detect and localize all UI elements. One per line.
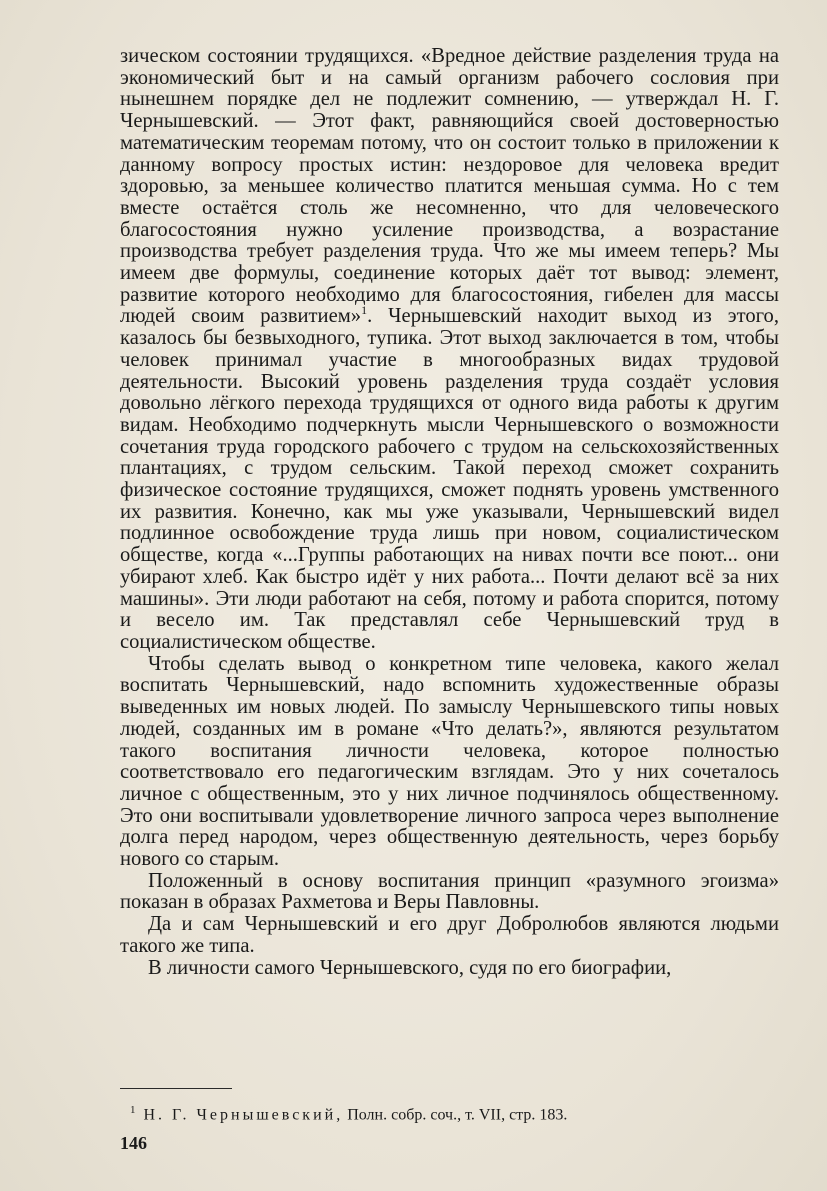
footnote-reference: 1 [361, 303, 368, 318]
footnote [130, 1100, 750, 1125]
page-number: 146 [120, 1133, 147, 1153]
paragraph-5: В личности самого Чернышевского, судя по его биографии, [148, 956, 672, 979]
paragraph-4: Да и сам Чернышевский и его друг Добролюбов являются людьми такого же типа. [120, 913, 779, 957]
footnote-source: Полн. собр. соч., т. VII, стр. 183. [347, 1106, 568, 1124]
footnote-divider [120, 1088, 232, 1089]
footnote-author: Н. Г. Чернышевский, [143, 1106, 344, 1124]
paragraph-1-tail: . Чернышевский находит выход из этого, казалось бы безвыходного, тупика. Этот выход заключается в том, чтобы человек принимал участие в многообразных видах трудовой деятельности. Высокий уровень разделения труда создаёт условия довольно лёгкого перехода трудящихся от одного вида работы к другим видам. Необходимо подчеркнуть мысли Чернышевского о возможности сочетания труда городского рабочего с трудом на сельскохозяйственных плантациях, с трудом сельским. Такой переход сможет сохранить физическое состояние трудящихся, сможет поднять уровень умственного их развития. Конечно, как мы уже указывали, Чернышевский видел подлинное освобождение труда лишь при новом, социалистическом обществе, когда «...Группы работающих на нивах почти все поют... они убирают хлеб. Как быстро идёт у них работа... Почти делают всё за них машины». Эти люди работают на себя, потому и работа спорится, потому и весело им. Так представлял себе Чернышевский труд в социалистическом обществе. [120, 305, 779, 653]
body-text [120, 46, 779, 979]
paragraph-3: Положенный в основу воспитания принцип «разумного эгоизма» показан в образах Рахметова и Веры Павловны. [120, 869, 779, 914]
paragraph-1-text: зическом состоянии трудящихся. «Вредное действие разделения труда на экономический быт и на самый организм рабочего сословия при нынешнем порядке дел не подлежит сомнению, — утверждал Н. Г. Чернышевский. — Этот факт, равняющийся своей достоверностью математическим теоремам потому, что он состоит только в приложении к данному вопросу простых истин: нездоровое для человека вредит здоровью, за меньшее количество платится меньшая сумма. Но с тем вместе остаётся столь же несомненно, что для человеческого благосостояния нужно усиление производства, а возрастание производства требует разделения труда. Что же мы имеем теперь? Мы имеем две формулы, соединение которых даёт тот вывод: элемент, развитие которого необходимо для благосостояния, гибелен для массы людей своим развитием» [120, 45, 779, 328]
paragraph-1 [120, 46, 779, 654]
paragraph-2: Чтобы сделать вывод о конкретном типе человека, какого желал воспитать Чернышевский, надо вспомнить художественные образы выведенных им новых людей. По замыслу Чернышевского типы новых людей, созданных им в романе «Что делать?», являются результатом такого воспитания личности человека, которое полностью соответствовало его педагогическим взглядам. Это у них сочеталось личное с общественным, это у них личное подчинялось общественному. Это они воспитывали удовлетворение личного запроса через выполнение долга перед народом, через общественную деятельность, через борьбу нового со старым. [120, 652, 779, 871]
footnote-marker: 1 [130, 1104, 136, 1116]
